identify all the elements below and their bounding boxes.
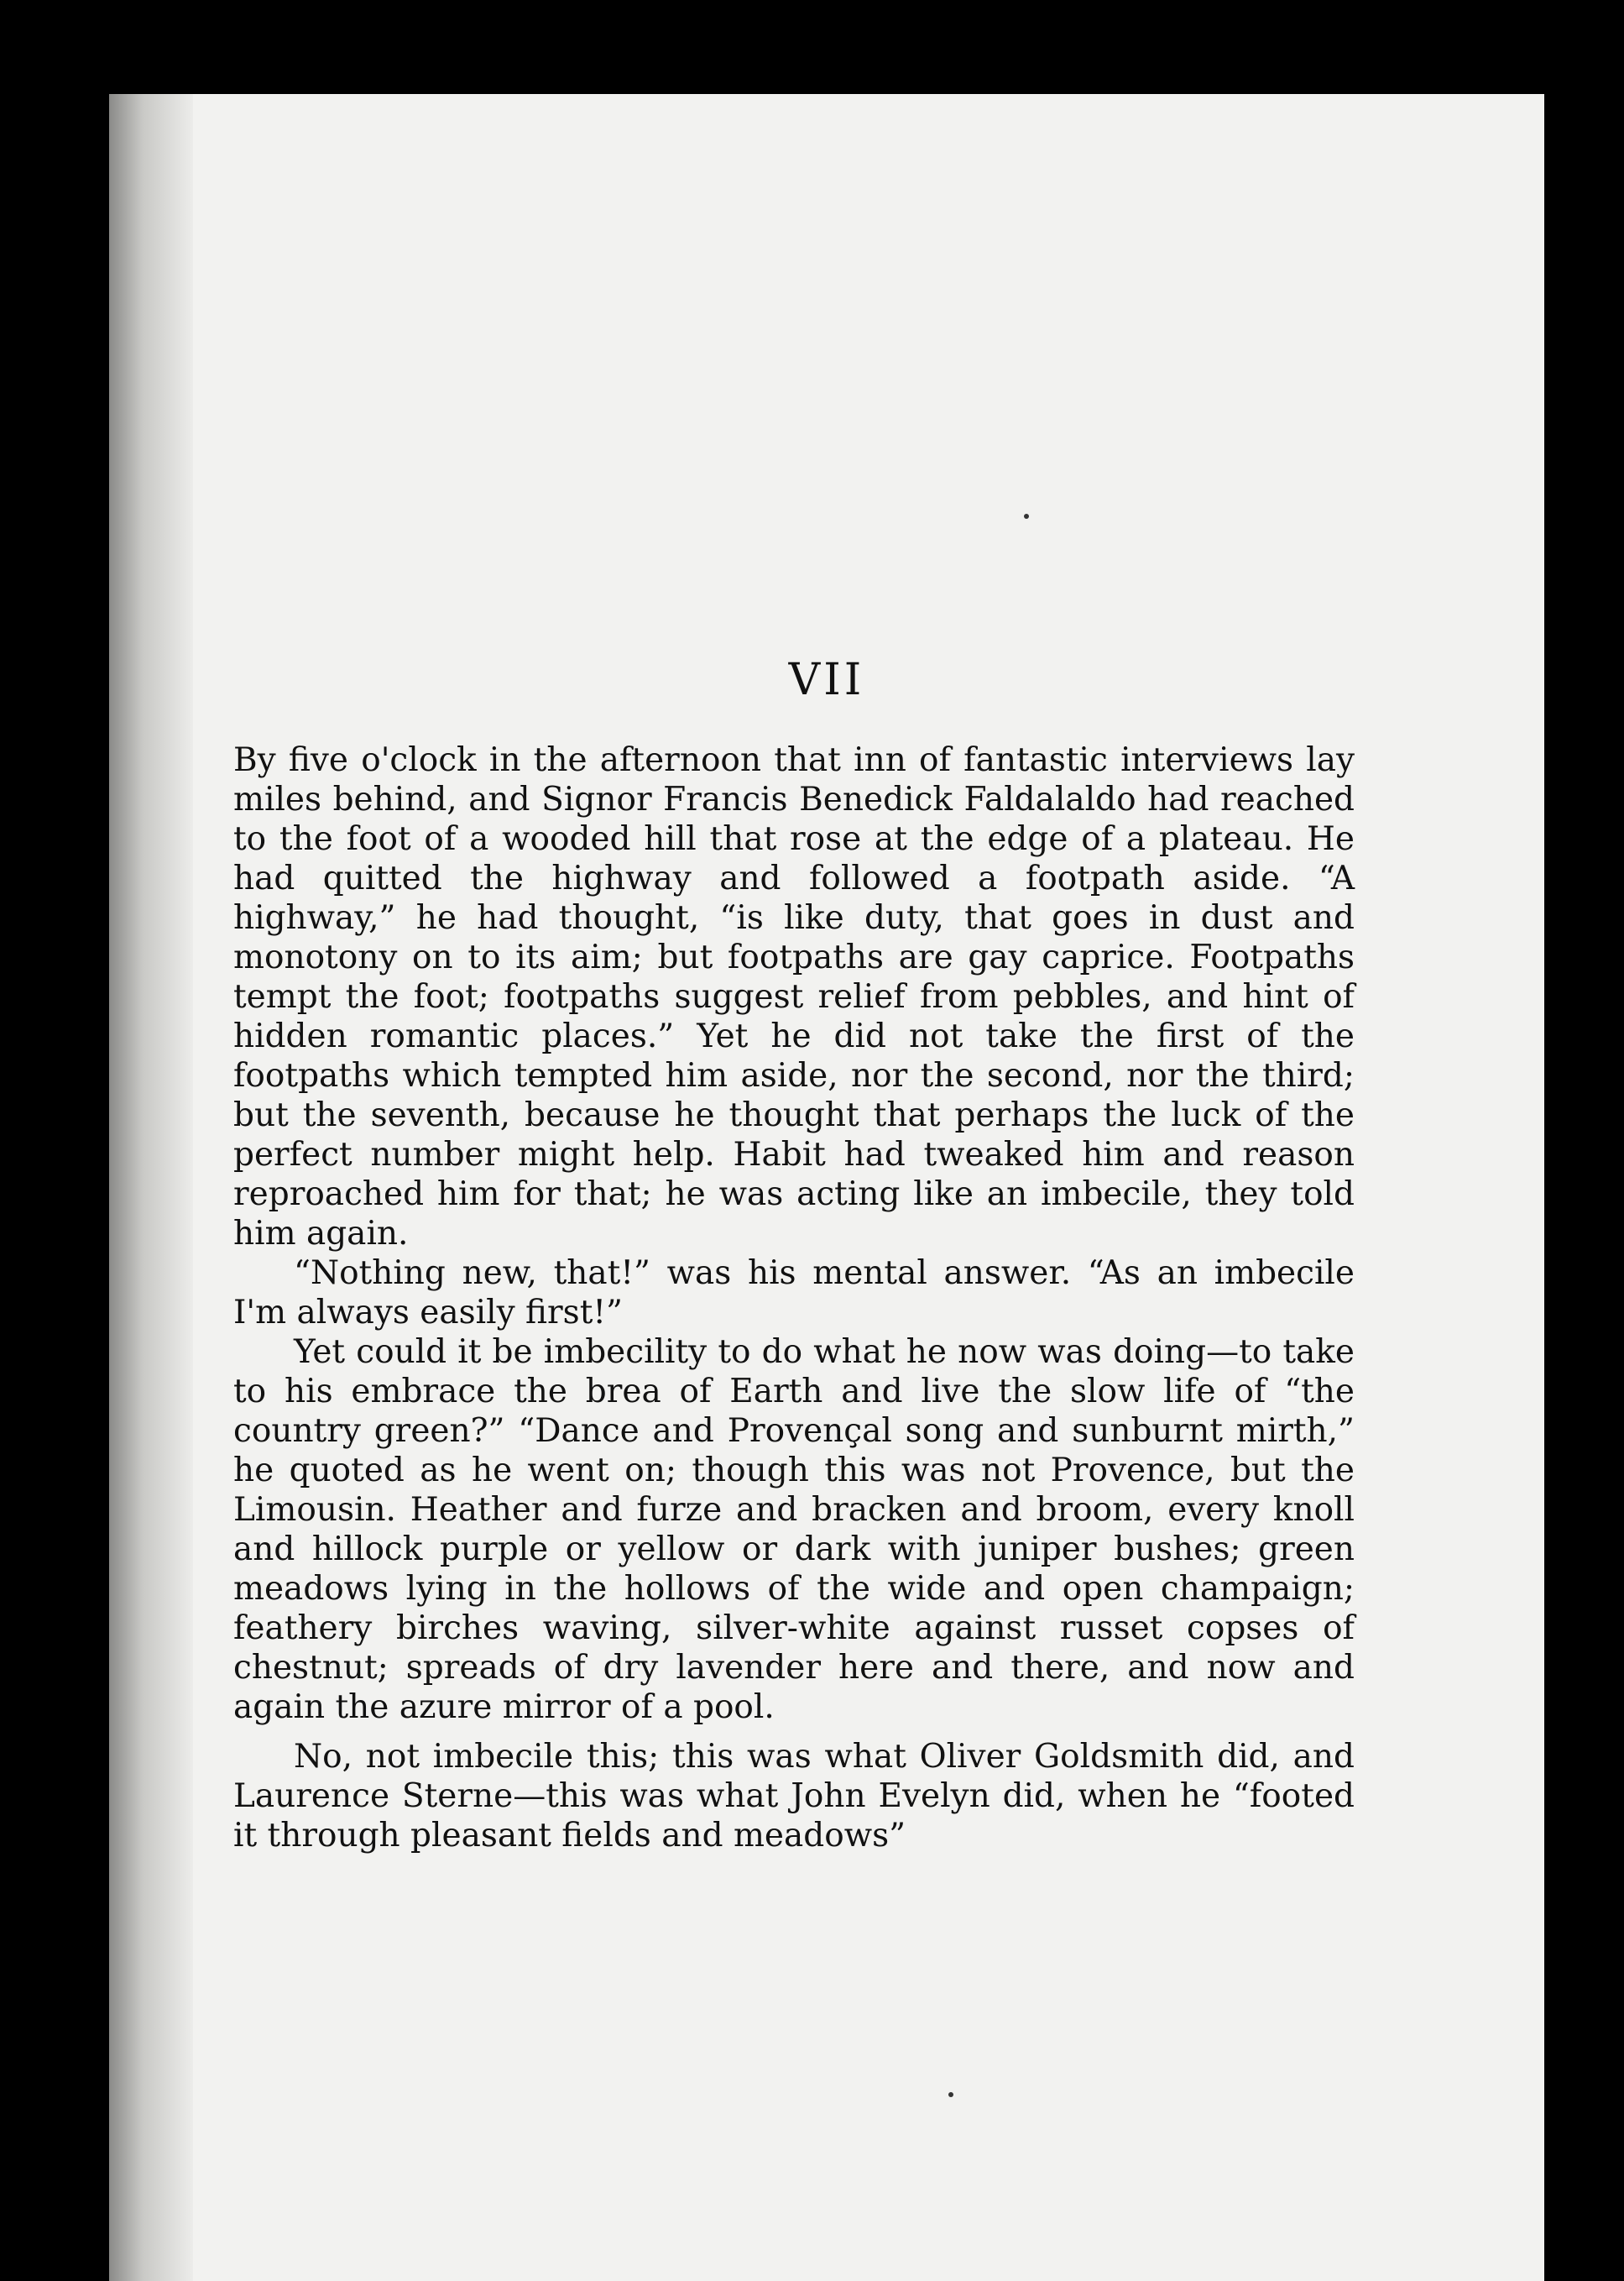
paragraph-3: Yet could it be imbecility to do what he now was doing—to take to his embrace the brea of Earth and live the slow life of “the country green?” “Dance and Provençal song and sunburnt mirth,” he quoted as he went on; though this was not Provence, but the Limousin. Heather and furze and bracken and broom, every knoll and hillock purple or yellow or dark with juniper bushes; green meadows lying in the hollows of the wide and open champaign; feathery birches waving, silver-white against russet copses of chestnut; spreads of dry lavender here and there, and now and again the azure mirror of a pool. bbox=[233, 1333, 1355, 1726]
page-gutter-shadow bbox=[109, 94, 193, 2281]
paragraph-4: No, not imbecile this; this was what Oliver Goldsmith did, and Laurence Sterne—this was what John Evelyn did, when he “footed it through pleasant fields and meadows” bbox=[233, 1738, 1355, 1855]
book-page bbox=[109, 94, 1544, 2281]
paragraph-2: “Nothing new, that!” was his mental answer. “As an imbecile I'm always easily first!” bbox=[233, 1254, 1355, 1331]
paper-speck bbox=[948, 2092, 953, 2097]
chapter-heading: VII bbox=[788, 655, 865, 705]
paper-speck bbox=[1024, 514, 1029, 519]
chapter-body bbox=[233, 740, 1355, 1855]
paragraph-1: By five o'clock in the afternoon that inn of fantastic interviews lay miles behind, and Signor Francis Benedick Faldalaldo had reached to the foot of a wooded hill that rose at the edge of a plateau. He had quitted the highway and followed a footpath aside. “A highway,” he had thought, “is like duty, that goes in dust and monotony on to its aim; but footpaths are gay caprice. Footpaths tempt the foot; footpaths suggest relief from pebbles, and hint of hidden romantic places.” Yet he did not take the first of the footpaths which tempted him aside, nor the second, nor the third; but the seventh, because he thought that perhaps the luck of the perfect number might help. Habit had tweaked him and reason reproached him for that; he was acting like an imbecile, they told him again. bbox=[233, 741, 1355, 1253]
